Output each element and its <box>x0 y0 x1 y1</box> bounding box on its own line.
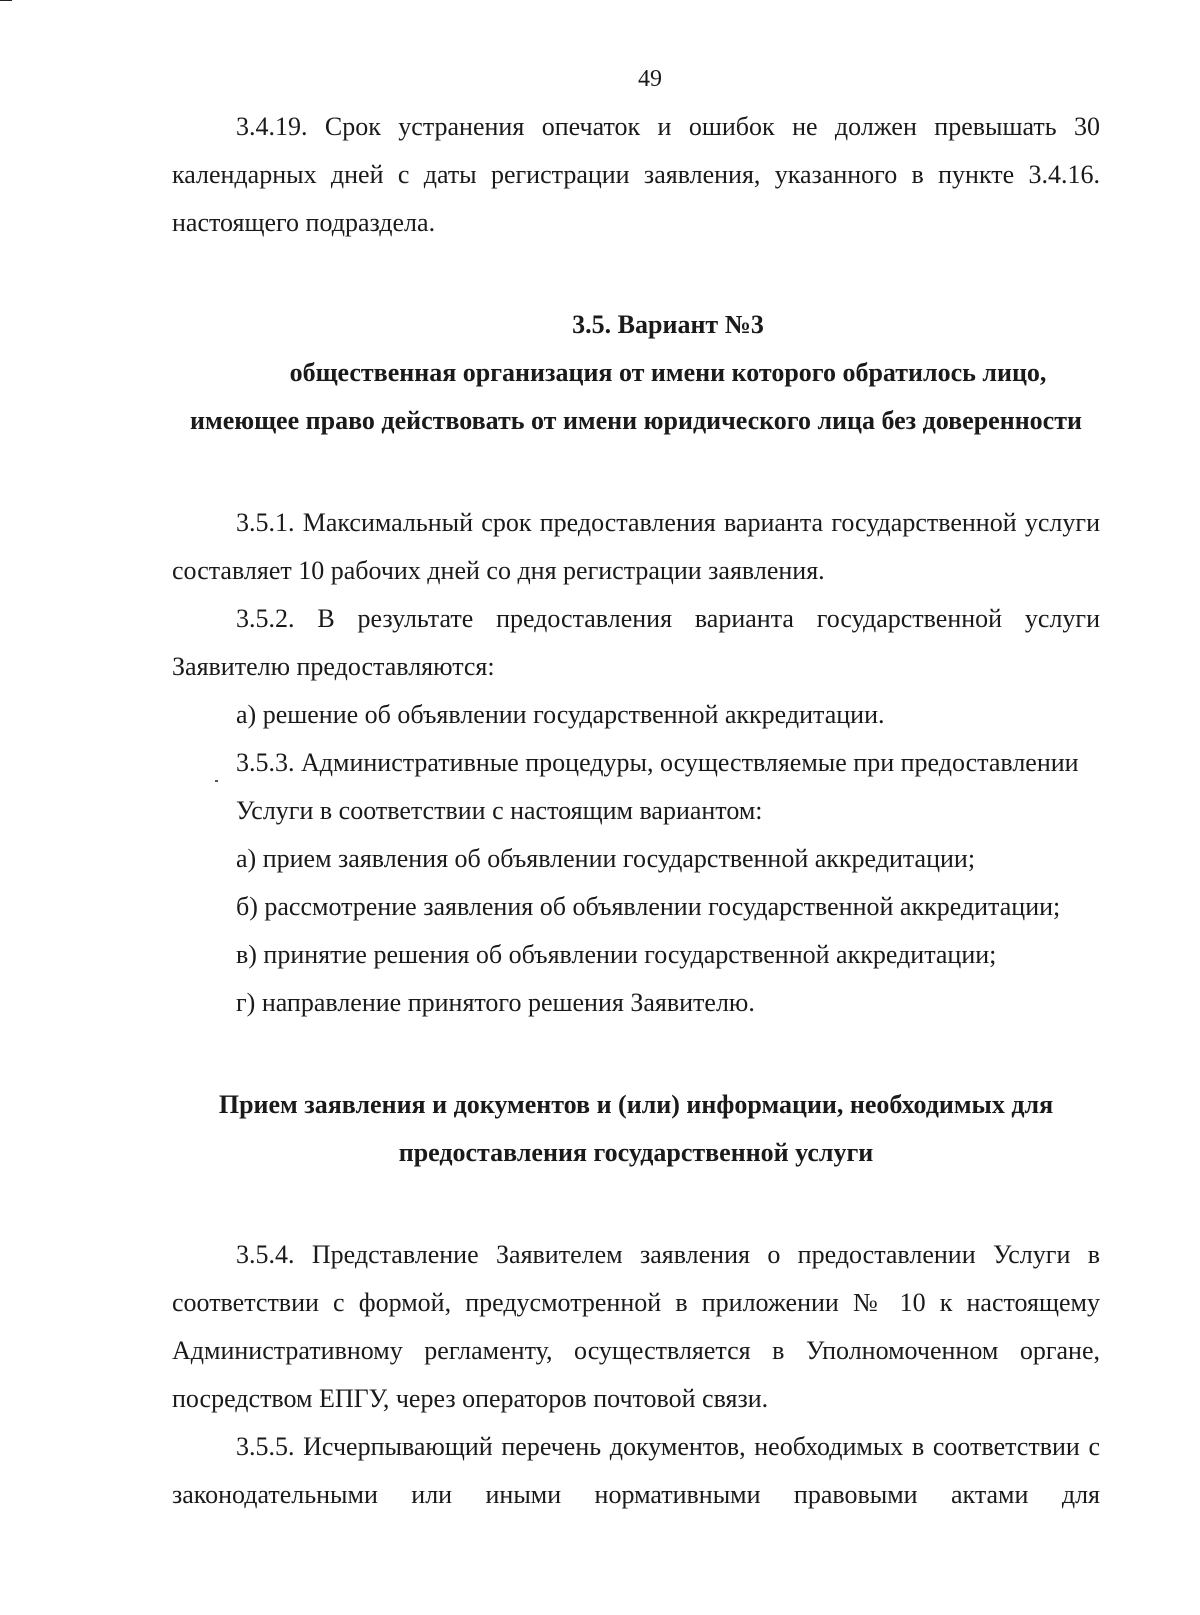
paragraph-3-5-5: 3.5.5. Исчерпывающий перечень документов, необходимых в соответствии с законодательными или иными нормативными правовыми актами для <box>172 1432 1100 1509</box>
section-subtitle-line-1: общественная организация от имени которого обратилось лицо, <box>289 358 1047 387</box>
page-number: 49 <box>638 66 662 92</box>
paragraph-3-5-4: 3.5.4. Представление Заявителем заявления о предоставлении Услуги в соответствии с формой, предусмотренной в приложении № 10 к настоящему Административному регламенту, осуществляется в Уполномоченном органе, посредством ЕПГУ, через операторов почтовой связи. <box>172 1240 1100 1413</box>
section-subtitle-line-2: имеющее право действовать от имени юридического лица без доверенности <box>190 406 1082 435</box>
spacer <box>172 247 1100 301</box>
subheading-line-1: Прием заявления и документов и (или) информации, необходимых для <box>218 1090 1054 1119</box>
subheading-line-2: предоставления государственной услуги <box>398 1138 874 1167</box>
paragraph-3-4-19: 3.4.19. Срок устранения опечаток и ошибок не должен превышать 30 календарных дней с даты регистрации заявления, указанного в пункте 3.4.16. настоящего подраздела. <box>172 112 1100 237</box>
spacer <box>172 1177 1100 1231</box>
paragraph-3-5-2: 3.5.2. В результате предоставления варианта государственной услуги Заявителю предоставляются: <box>172 604 1100 681</box>
paragraph-3-5-3-line-1: 3.5.3. Административные процедуры, осуществляемые при предоставлении <box>236 748 1079 777</box>
spacer <box>172 1027 1100 1081</box>
spacer <box>172 445 1100 499</box>
list-item-procedure-v: в) принятие решения об объявлении государственной аккредитации; <box>236 940 997 969</box>
list-item-result-a: а) решение об объявлении государственной аккредитации. <box>236 700 885 729</box>
paragraph-3-5-1: 3.5.1. Максимальный срок предоставления варианта государственной услуги составляет 10 рабочих дней со дня регистрации заявления. <box>172 508 1100 585</box>
list-item-procedure-b: б) рассмотрение заявления об объявлении государственной аккредитации; <box>236 892 1061 921</box>
paragraph-3-5-3-line-2: Услуги в соответствии с настоящим вариантом: <box>236 796 763 825</box>
document-body <box>172 103 1100 1519</box>
list-item-procedure-g: г) направление принятого решения Заявителю. <box>236 988 755 1017</box>
scan-corner-mark <box>0 0 12 1</box>
list-item-procedure-a: а) прием заявления об объявлении государственной аккредитации; <box>236 844 976 873</box>
section-title: 3.5. Вариант №3 <box>572 310 764 339</box>
